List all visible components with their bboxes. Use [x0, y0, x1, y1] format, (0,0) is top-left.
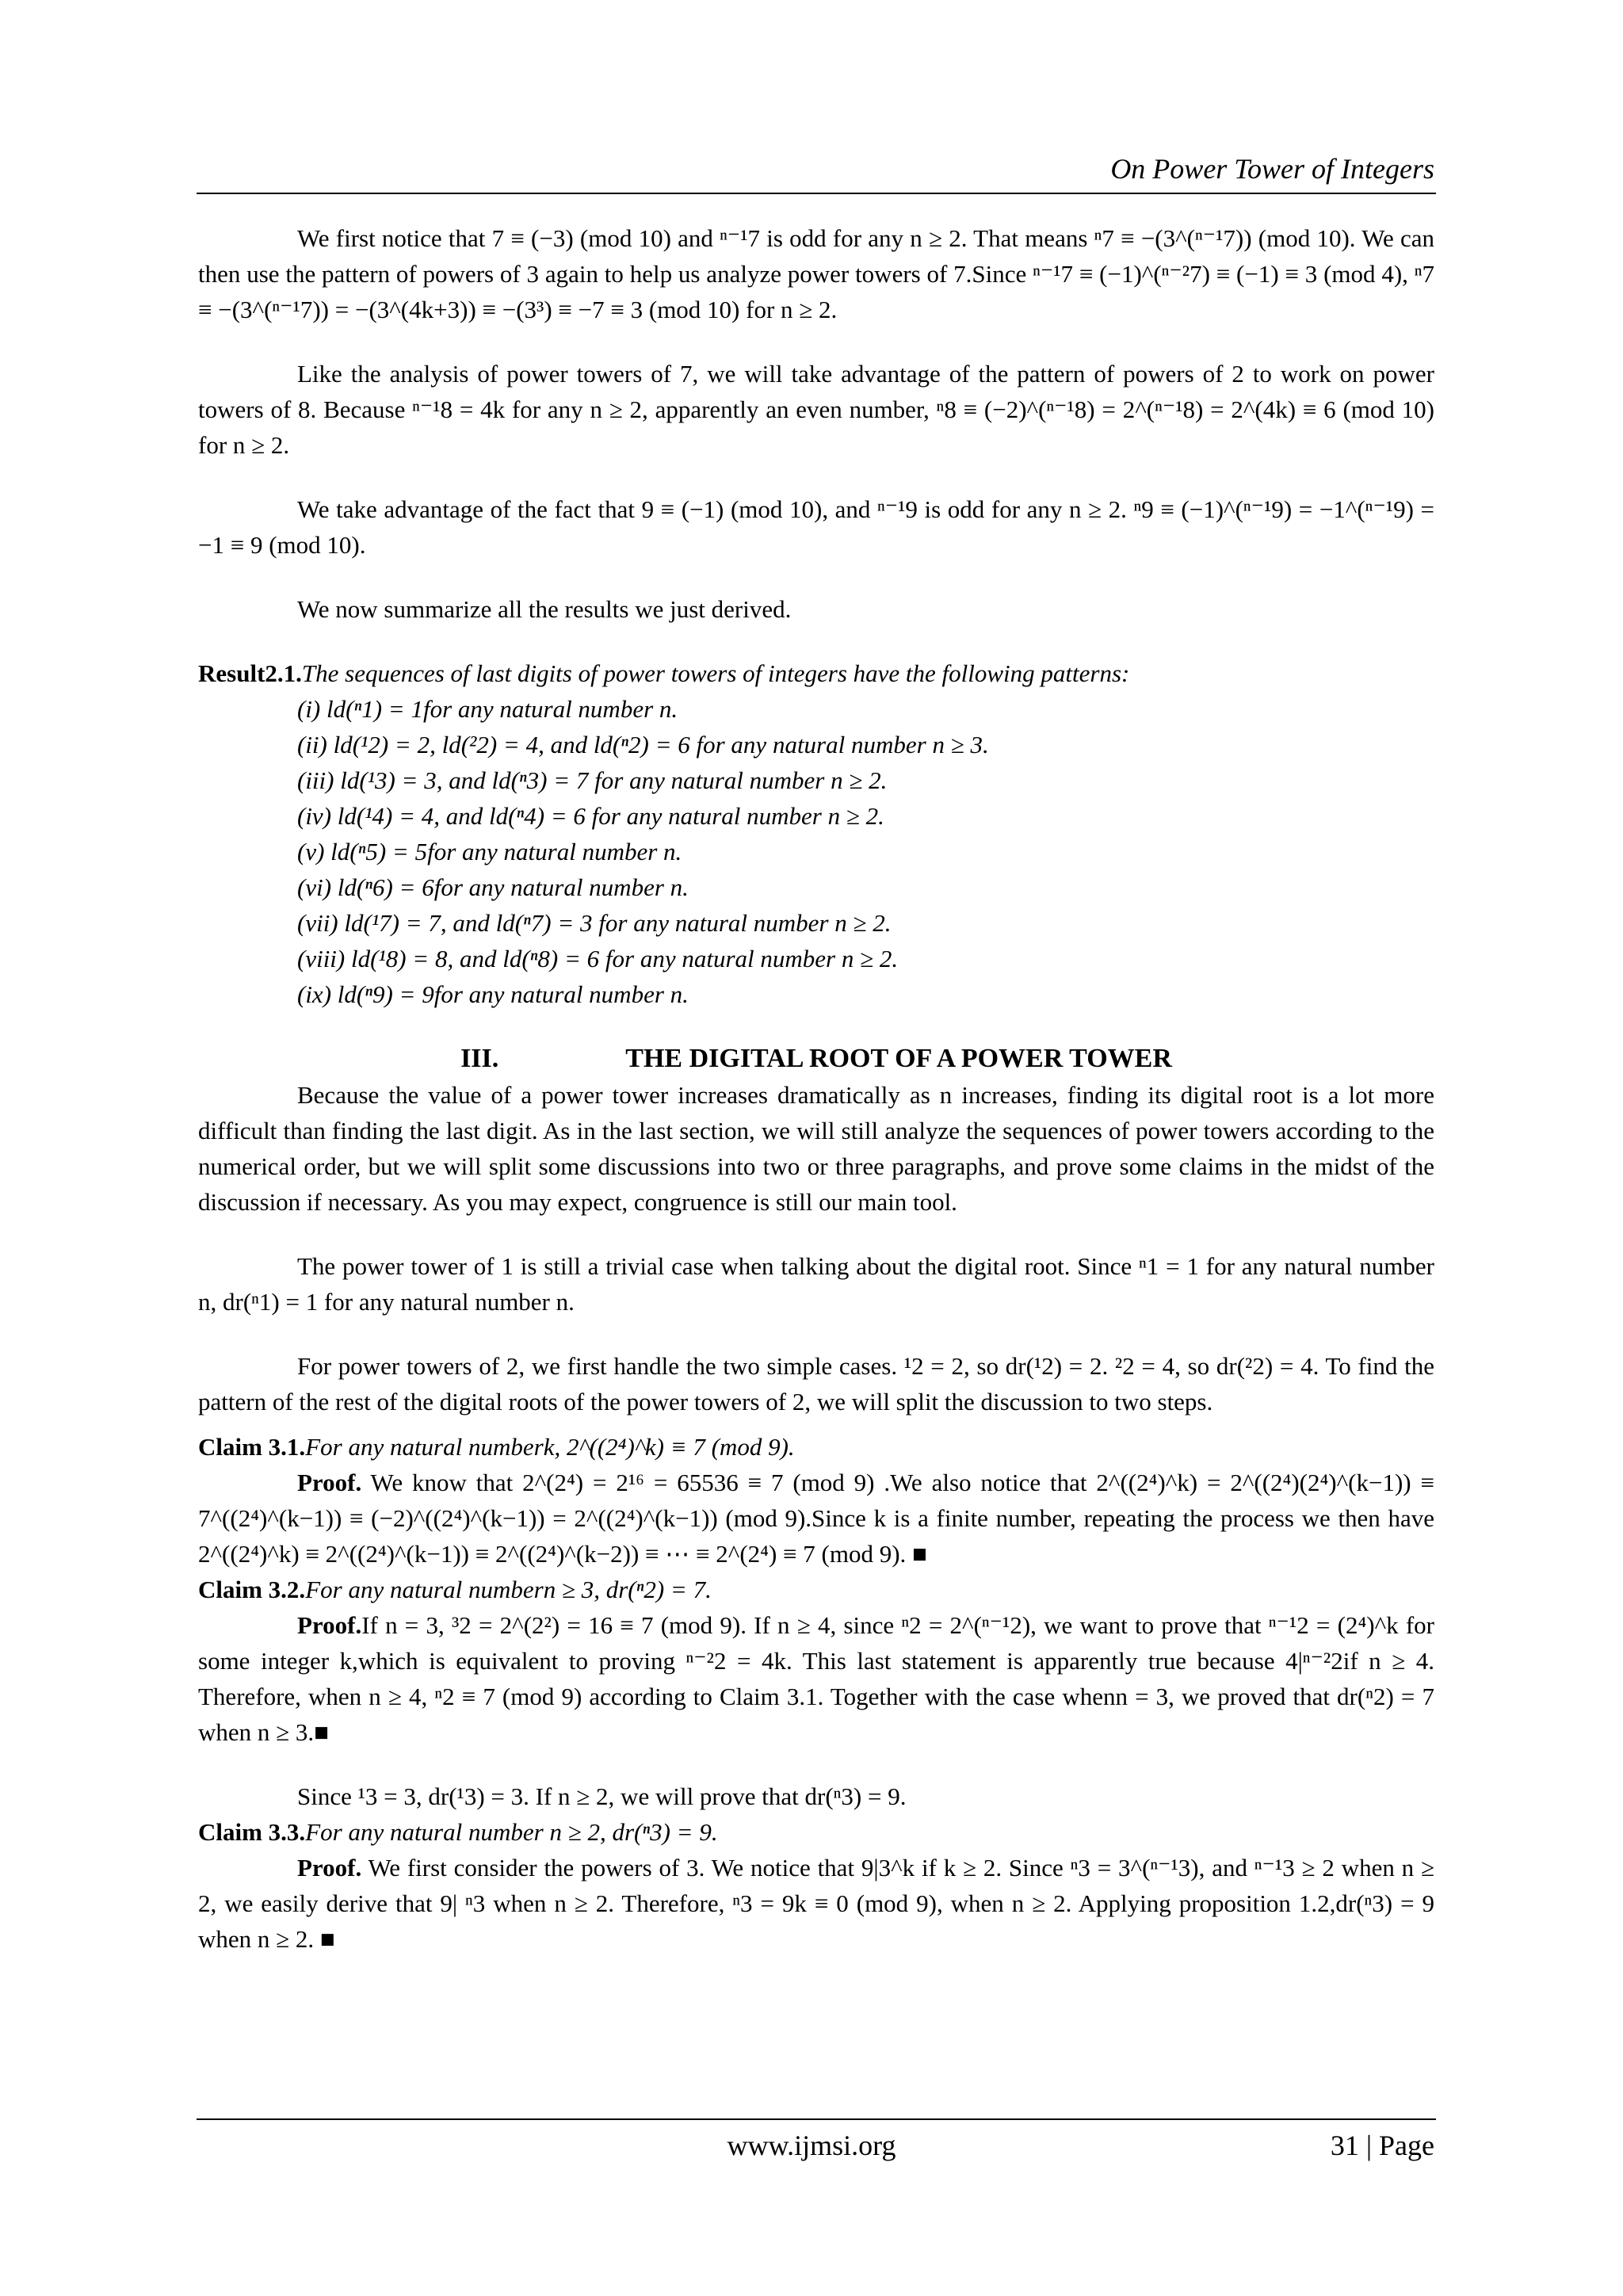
paragraph-power-tower-3: Since ¹3 = 3, dr(¹3) = 3. If n ≥ 2, we will prove that dr(ⁿ3) = 9.	[297, 1782, 907, 1810]
result-item: (iv) ld(¹4) = 4, and ld(ⁿ4) = 6 for any natural number n ≥ 2.	[297, 802, 884, 830]
claim-3-2	[198, 1572, 1434, 1607]
proof-3-3	[198, 1850, 1434, 1957]
footer-rule	[197, 2118, 1436, 2120]
proof-text: We know that 2^(2⁴) = 2¹⁶ = 65536 ≡ 7 (mod 9) .We also notice that 2^((2⁴)^k) = 2^((2⁴)(2⁴)^(k−1)) ≡ 7^((2⁴)^(k−1)) ≡ (−2)^((2⁴)^(k−1)) = 2^((2⁴)^(k−1)) (mod 9).Since k is a finite number, repeating the process we then have 2^((2⁴)^k) ≡ 2^((2⁴)^(k−1)) ≡ 2^((2⁴)^(k−2)) ≡ ⋯ ≡ 2^(2⁴) ≡ 7 (mod 9). ■	[198, 1469, 1434, 1568]
claim-text: For any natural numbern ≥ 3, dr(ⁿ2) = 7.	[305, 1576, 712, 1603]
claim-text: For any natural numberk, 2^((2⁴)^k) ≡ 7 (mod 9).	[305, 1433, 795, 1461]
claim-label: Claim 3.1.	[198, 1433, 306, 1461]
claim-label: Claim 3.2.	[198, 1576, 306, 1603]
result-item: (viii) ld(¹8) = 8, and ld(ⁿ8) = 6 for any natural number n ≥ 2.	[297, 945, 899, 972]
claim-3-1	[198, 1429, 1434, 1465]
section-number: III.	[460, 1044, 499, 1073]
running-header-title: On Power Tower of Integers	[1110, 153, 1434, 185]
claim-3-3	[198, 1814, 1434, 1850]
result-item: (vii) ld(¹7) = 7, and ld(ⁿ7) = 3 for any natural number n ≥ 2.	[297, 909, 892, 937]
claim-label: Claim 3.3.	[198, 1818, 306, 1846]
proof-label: Proof.	[297, 1611, 362, 1639]
result-item: (ix) ld(ⁿ9) = 9for any natural number n.	[297, 980, 689, 1008]
result-item: (ii) ld(¹2) = 2, ld(²2) = 4, and ld(ⁿ2) = 6 for any natural number n ≥ 3.	[297, 731, 989, 758]
footer-url: www.ijmsi.org	[727, 2130, 896, 2161]
proof-label: Proof.	[297, 1854, 362, 1881]
paragraph-power-tower-1: The power tower of 1 is still a trivial case when talking about the digital root. Since ⁿ1 = 1 for any natural number n, dr(ⁿ1) = 1 for any natural number n.	[198, 1252, 1434, 1316]
proof-text: If n = 3, ³2 = 2^(2²) = 16 ≡ 7 (mod 9). If n ≥ 4, since ⁿ2 = 2^(ⁿ⁻¹2), we want to prove that ⁿ⁻¹2 = (2⁴)^k for some integer k,which is equivalent to proving ⁿ⁻²2 = 4k. This last statement is apparently true because 4|ⁿ⁻²2if n ≥ 4. Therefore, when n ≥ 4, ⁿ2 ≡ 7 (mod 9) according to Claim 3.1. Together with the case whenn = 3, we proved that dr(ⁿ2) = 7 when n ≥ 3.■	[198, 1611, 1434, 1746]
footer-page-number: 31 | Page	[1330, 2130, 1434, 2161]
result-text: The sequences of last digits of power towers of integers have the following patterns:	[301, 659, 1130, 687]
paragraph-summary: We now summarize all the results we just derived.	[297, 595, 792, 623]
result-2-1	[198, 655, 1434, 691]
proof-text: We first consider the powers of 3. We notice that 9|3^k if k ≥ 2. Since ⁿ3 = 3^(ⁿ⁻¹3), and ⁿ⁻¹3 ≥ 2 when n ≥ 2, we easily derive that 9| ⁿ3 when n ≥ 2. Therefore, ⁿ3 = 9k ≡ 0 (mod 9), when n ≥ 2. Applying proposition 1.2,dr(ⁿ3) = 9 when n ≥ 2. ■	[198, 1854, 1434, 1953]
section-heading	[198, 1041, 1434, 1077]
section-title: THE DIGITAL ROOT OF A POWER TOWER	[625, 1044, 1172, 1073]
result-item: (v) ld(ⁿ5) = 5for any natural number n.	[297, 838, 682, 865]
proof-3-2	[198, 1607, 1434, 1750]
paragraph-power-towers-9: We take advantage of the fact that 9 ≡ (−1) (mod 10), and ⁿ⁻¹9 is odd for any n ≥ 2. ⁿ9 ≡ (−1)^(ⁿ⁻¹9) = −1^(ⁿ⁻¹9) = −1 ≡ 9 (mod 10).	[198, 495, 1434, 559]
result-items-list	[297, 691, 1434, 1012]
paragraph-power-tower-2: For power towers of 2, we first handle the two simple cases. ¹2 = 2, so dr(¹2) = 2. ²2 = 4, so dr(²2) = 4. To find the pattern of the rest of the digital roots of the power towers of 2, we will split the discussion to two steps.	[198, 1352, 1434, 1415]
proof-label: Proof.	[297, 1469, 362, 1496]
paragraph-section-intro: Because the value of a power tower increases dramatically as n increases, finding its digital root is a lot more difficult than finding the last digit. As in the last section, we will still analyze the sequences of power towers according to the numerical order, but we will split some discussions into two or three paragraphs, and prove some claims in the midst of the discussion if necessary. As you may expect, congruence is still our main tool.	[198, 1081, 1434, 1216]
paragraph-power-towers-8: Like the analysis of power towers of 7, we will take advantage of the pattern of powers of 2 to work on power towers of 8. Because ⁿ⁻¹8 = 4k for any n ≥ 2, apparently an even number, ⁿ8 ≡ (−2)^(ⁿ⁻¹8) = 2^(ⁿ⁻¹8) = 2^(4k) ≡ 6 (mod 10) for n ≥ 2.	[198, 360, 1434, 459]
result-item: (iii) ld(¹3) = 3, and ld(ⁿ3) = 7 for any natural number n ≥ 2.	[297, 766, 888, 794]
header-rule	[197, 193, 1436, 194]
result-item: (i) ld(ⁿ1) = 1for any natural number n.	[297, 695, 678, 723]
claim-text: For any natural number n ≥ 2, dr(ⁿ3) = 9.	[305, 1818, 718, 1846]
proof-3-1	[198, 1465, 1434, 1572]
body-content	[198, 220, 1434, 1957]
result-label: Result2.1.	[198, 659, 302, 687]
paragraph-power-towers-7: We first notice that 7 ≡ (−3) (mod 10) and ⁿ⁻¹7 is odd for any n ≥ 2. That means ⁿ7 ≡ −(3^(ⁿ⁻¹7)) (mod 10). We can then use the pattern of powers of 3 again to help us analyze power towers of 7.Since ⁿ⁻¹7 ≡ (−1)^(ⁿ⁻²7) ≡ (−1) ≡ 3 (mod 4), ⁿ7 ≡ −(3^(ⁿ⁻¹7)) = −(3^(4k+3)) ≡ −(3³) ≡ −7 ≡ 3 (mod 10) for n ≥ 2.	[198, 224, 1434, 323]
result-item: (vi) ld(ⁿ6) = 6for any natural number n.	[297, 873, 689, 901]
